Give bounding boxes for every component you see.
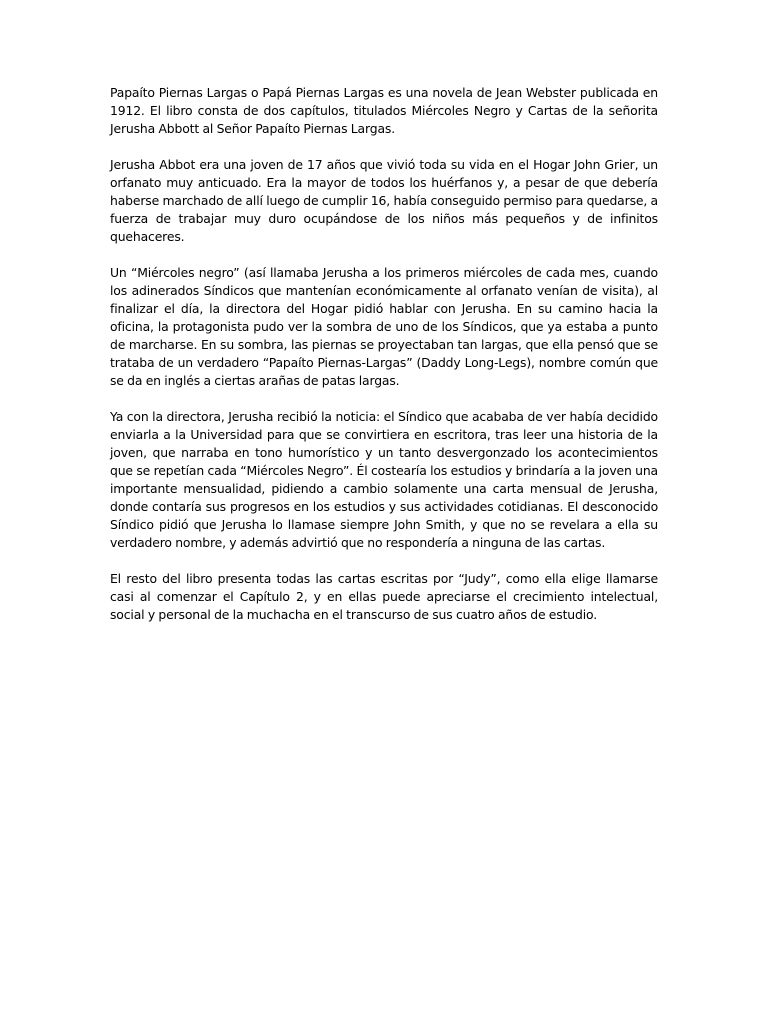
paragraph-intro: Papaíto Piernas Largas o Papá Piernas Largas es una novela de Jean Webster publicada en 1912. El libro consta de dos capítulos, titulados Miércoles Negro y Cartas de la señorita Jerusha Abbott al Señor Papaíto Piernas Largas.	[110, 85, 658, 136]
paragraph-resto-del-libro: El resto del libro presenta todas las cartas escritas por “Judy”, como ella elige llamarse casi al comenzar el Capítulo 2, y en ellas puede apreciarse el crecimiento intelectual, social y personal de la muchacha en el transcurso de sus cuatro años de estudio.	[110, 571, 658, 622]
document-page	[110, 84, 658, 642]
paragraph-directora: Ya con la directora, Jerusha recibió la noticia: el Síndico que acababa de ver había decidido enviarla a la Universidad para que se convirtiera en escritora, tras leer una historia de la joven, que narraba en tono humorístico y un tanto desvergonzado los acontecimientos que se repetían cada “Miércoles Negro”. Él costearía los estudios y brindaría a la joven una importante mensualidad, pidiendo a cambio solamente una carta mensual de Jerusha, donde contaría sus progresos en los estudios y sus actividades cotidianas. El desconocido Síndico pidió que Jerusha lo llamase siempre John Smith, y que no se revelara a ella su verdadero nombre, y además advirtió que no respondería a ninguna de las cartas.	[110, 409, 658, 550]
paragraph-miercoles-negro: Un “Miércoles negro” (así llamaba Jerusha a los primeros miércoles de cada mes, cuando los adinerados Síndicos que mantenían económicamente al orfanato venían de visita), al finalizar el día, la directora del Hogar pidió hablar con Jerusha. En su camino hacia la oficina, la protagonista pudo ver la sombra de uno de los Síndicos, que ya estaba a punto de marcharse. En su sombra, las piernas se proyectaban tan largas, que ella pensó que se trataba de un verdadero “Papaíto Piernas-Largas” (Daddy Long-Legs), nombre común que se da en inglés a ciertas arañas de patas largas.	[110, 265, 658, 388]
paragraph-jerusha: Jerusha Abbot era una joven de 17 años que vivió toda su vida en el Hogar John Grier, un orfanato muy anticuado. Era la mayor de todos los huérfanos y, a pesar de que debería haberse marchado de allí luego de cumplir 16, había conseguido permiso para quedarse, a fuerza de trabajar muy duro ocupándose de los niños más pequeños y de infinitos quehaceres.	[110, 157, 658, 244]
